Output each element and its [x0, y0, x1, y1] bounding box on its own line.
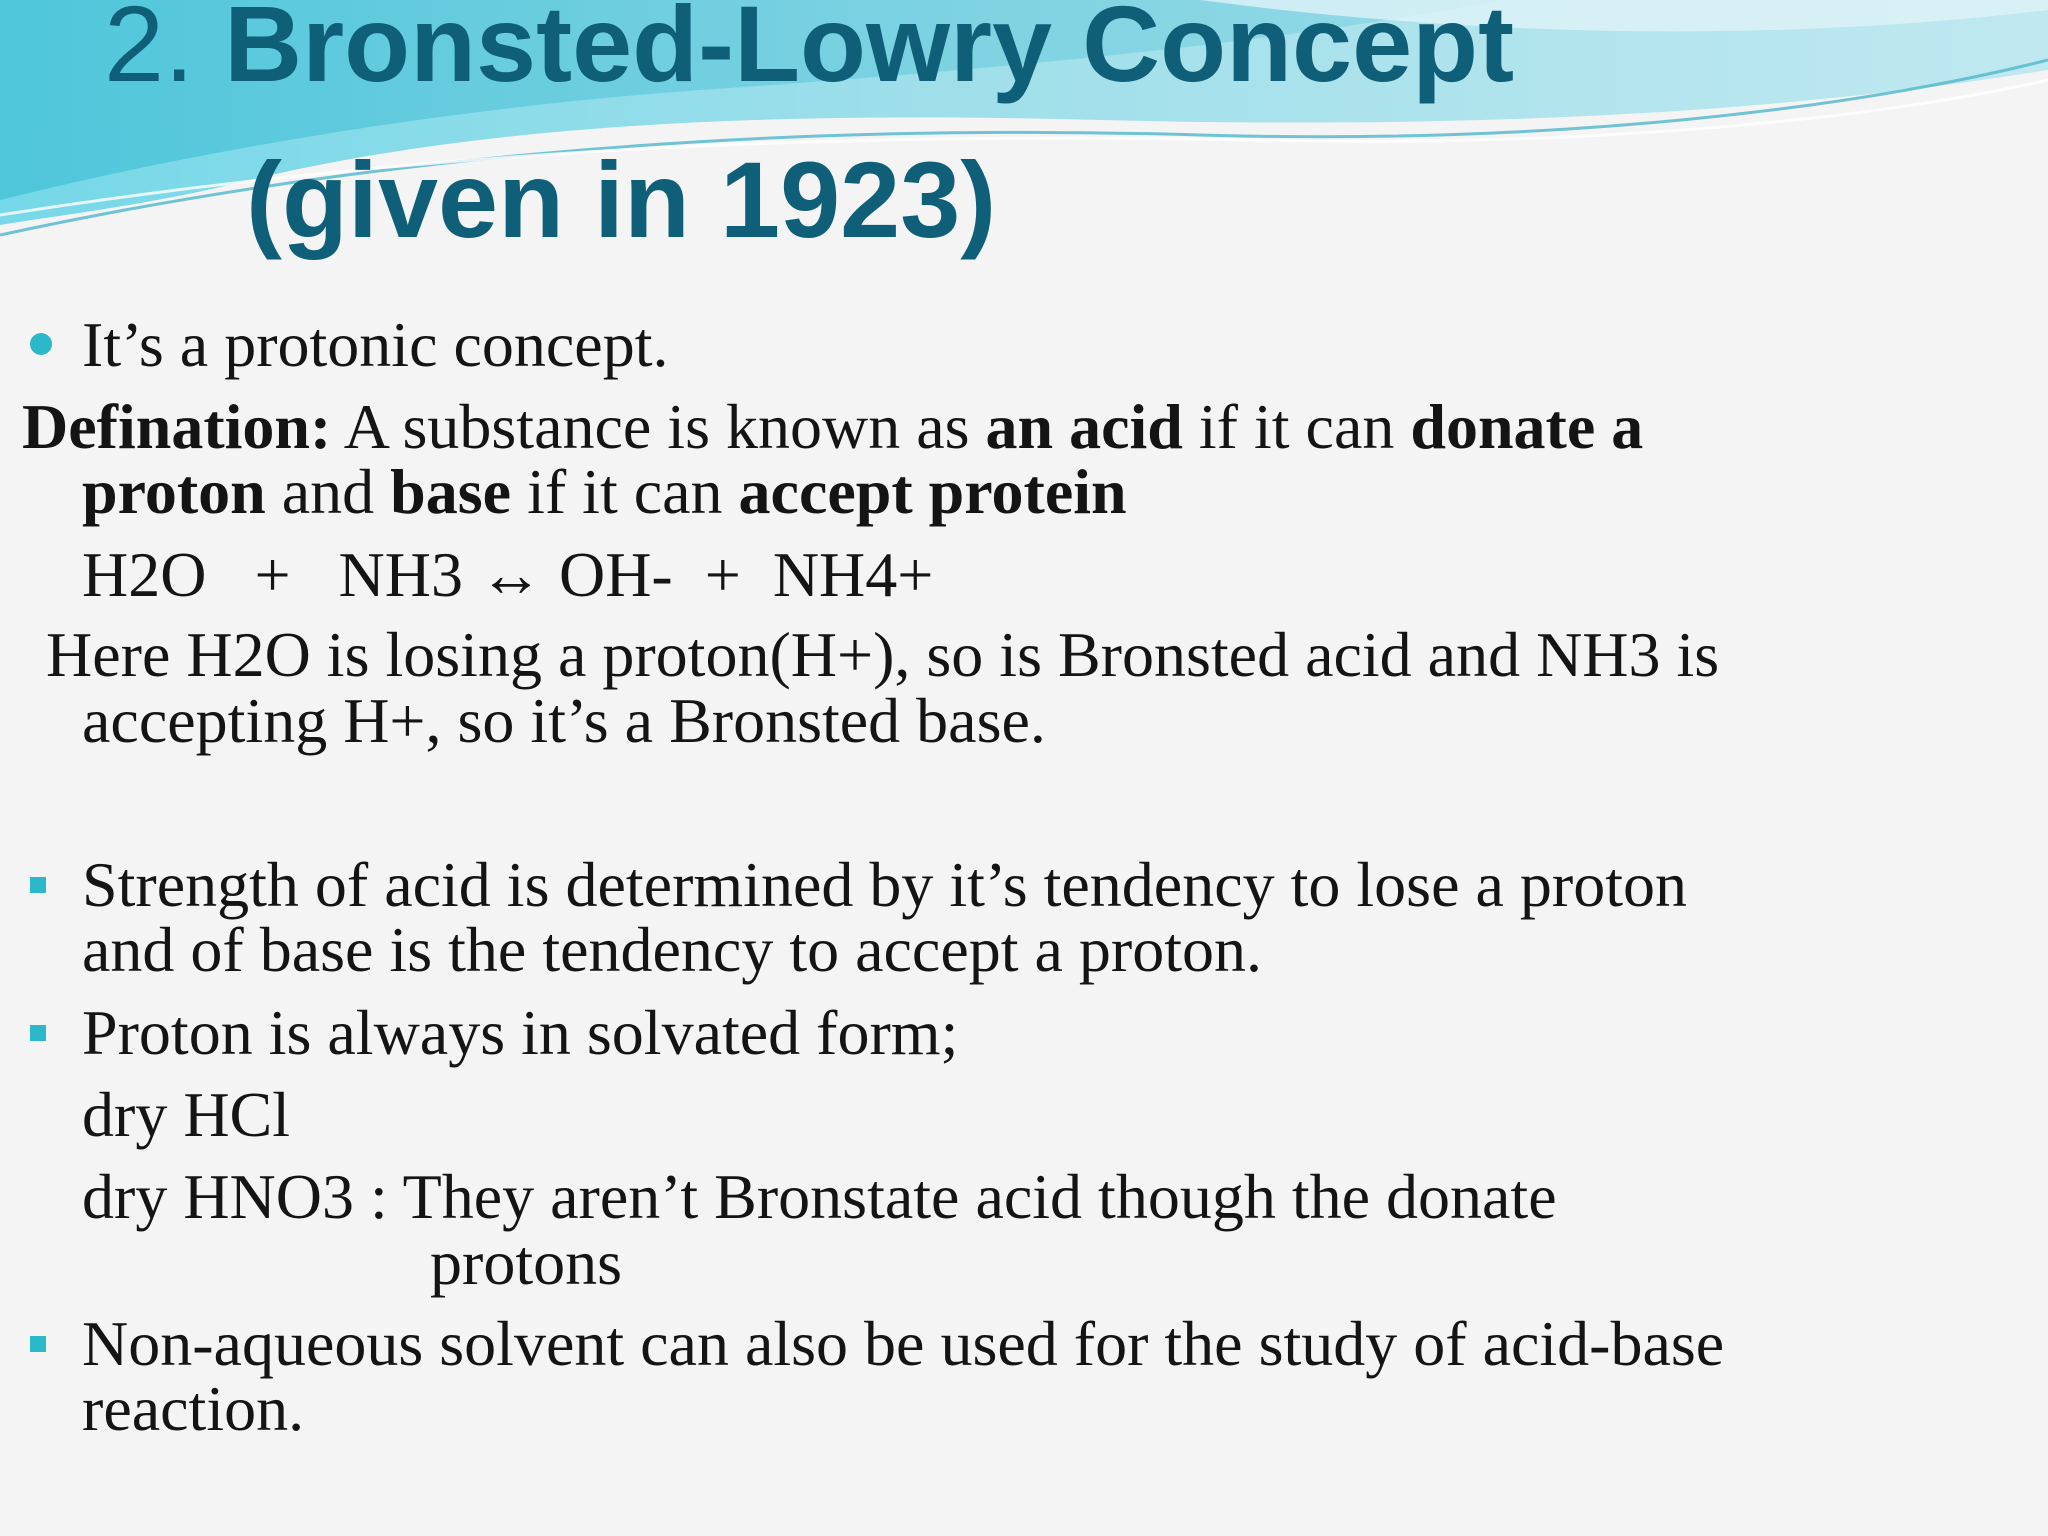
title-number: 2. — [104, 0, 225, 104]
definition-text: if it can — [1182, 391, 1411, 462]
bullet-strength-line-1: Strength of acid is determined by it’s tendency to lose a proton — [82, 849, 1687, 920]
bullet-square-icon — [30, 1025, 46, 1041]
bullet-square-icon — [30, 877, 46, 893]
definition-line-1 — [22, 391, 1644, 462]
definition-bold-accept: accept protein — [738, 456, 1127, 527]
bullet-dot-icon — [30, 333, 52, 355]
definition-text: if it can — [511, 456, 739, 527]
bullet-non-aqueous-line-1: Non-aqueous solvent can also be used for the study of acid-base — [82, 1308, 1725, 1379]
definition-label: Defination: — [22, 391, 332, 462]
definition-text: and — [265, 456, 391, 527]
bullet-protonic-concept: It’s a protonic concept. — [82, 309, 669, 380]
dry-hno3-line-1: dry HNO3 : They aren’t Bronstate acid though the donate — [82, 1161, 1557, 1232]
definition-text: A substance is known as — [331, 391, 986, 462]
definition-bold-base: base — [390, 456, 512, 527]
dry-hcl: dry HCl — [82, 1079, 290, 1150]
bullet-square-icon — [30, 1336, 46, 1352]
title-subtitle: (given in 1923) — [246, 139, 997, 260]
title-main: Bronsted-Lowry Concept — [224, 0, 1515, 104]
bullet-strength-line-2: and of base is the tendency to accept a proton. — [82, 914, 1262, 985]
dry-hno3-line-2: protons — [430, 1227, 622, 1298]
definition-bold-acid: an acid — [985, 391, 1183, 462]
definition-line-2 — [82, 456, 1127, 527]
bullet-solvated: Proton is always in solvated form; — [82, 997, 959, 1068]
reaction-equation: H2O + NH3 ↔ OH- + NH4+ — [82, 539, 934, 610]
definition-bold-proton: proton — [82, 456, 266, 527]
bullet-non-aqueous-line-2: reaction. — [82, 1373, 305, 1444]
explanation-line-2: accepting H+, so it’s a Bronsted base. — [82, 685, 1046, 756]
explanation-line-1: Here H2O is losing a proton(H+), so is Bronsted acid and NH3 is — [30, 619, 1720, 690]
definition-bold-donate: donate a — [1410, 391, 1644, 462]
